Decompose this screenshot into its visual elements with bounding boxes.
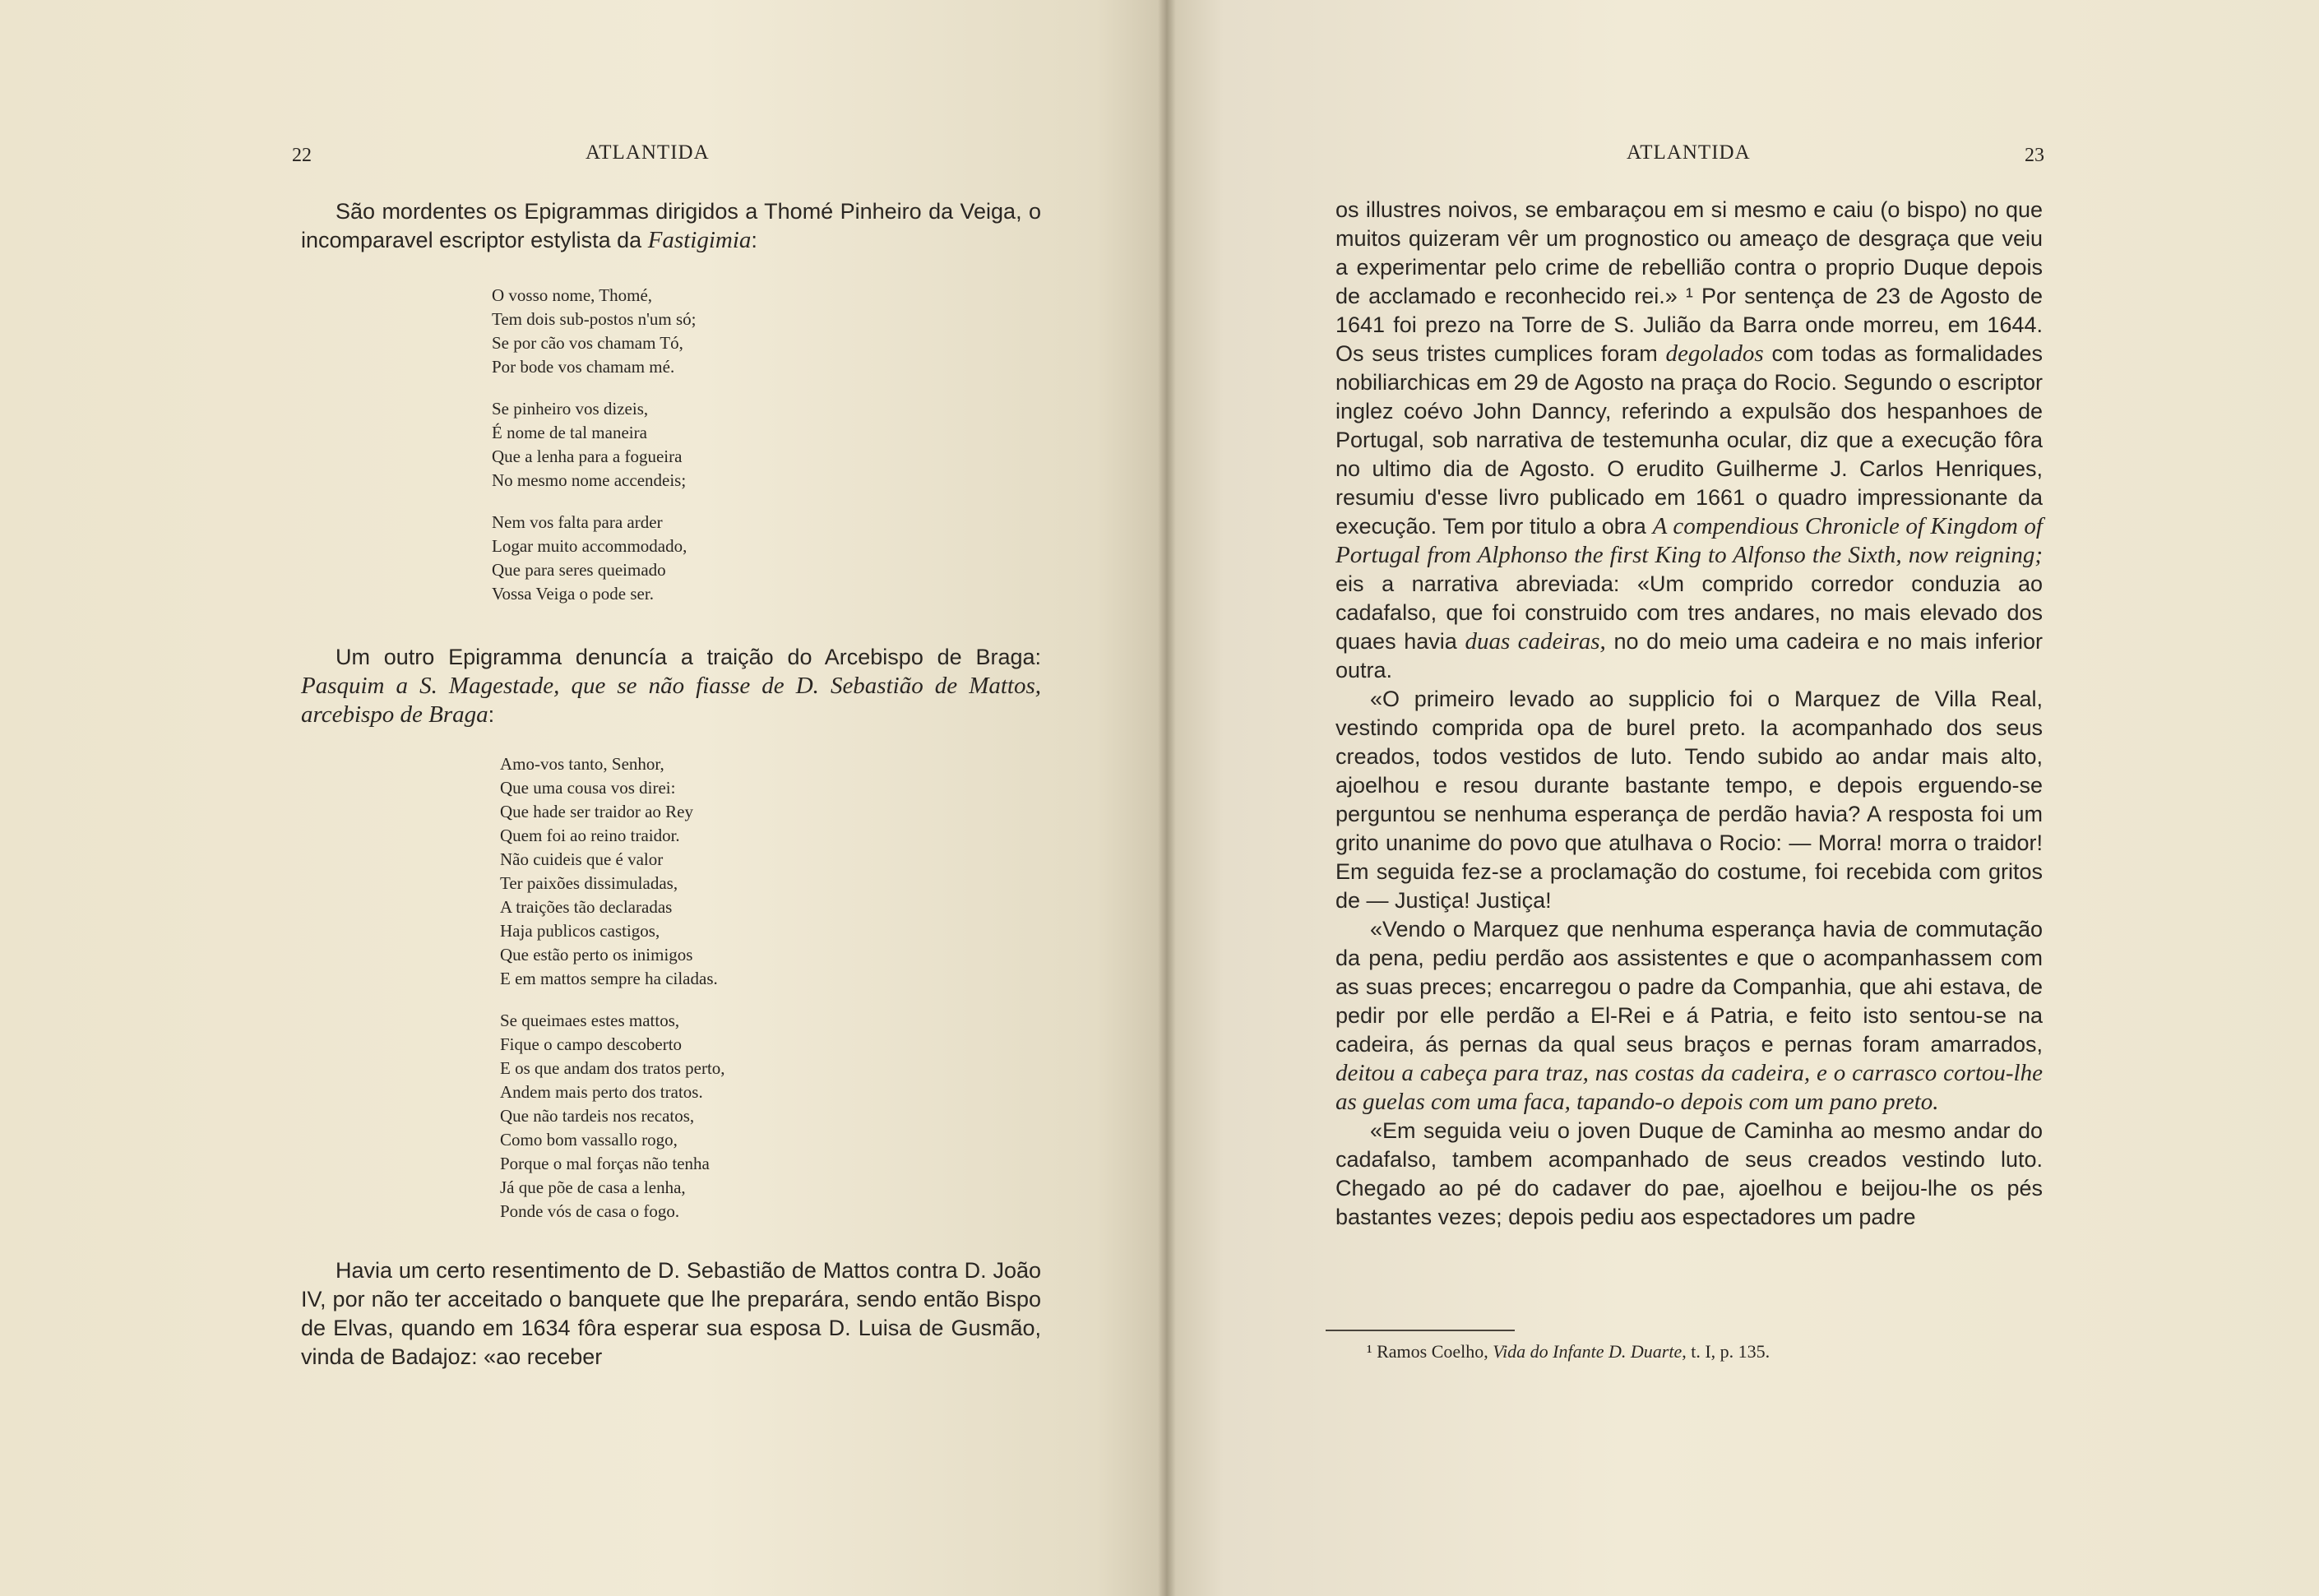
verse-line: Ponde vós de casa o fogo. [500, 1201, 680, 1221]
verse-line: Haja publicos castigos, [500, 921, 660, 941]
verse-line: É nome de tal maneira [492, 423, 647, 442]
verse-line: Que para seres queimado [492, 560, 666, 580]
verse-line: Que uma cousa vos direi: [500, 778, 676, 798]
running-head-left: ATLANTIDA [586, 141, 710, 164]
commutation-paragraph: «Vendo o Marquez que nenhuma esperança havia de commutação da pena, pediu perdão aos assistentes e que o acompanhassem com as suas preces; encarregou o padre da Companhia, que ahi estava, de pedir por elle perdão a El-Rei e á Patria, e feito isto sentou-se na cadeira, ás pernas da qual seus braços e pernas foram amarrados, deitou a cabeça para traz, nas costas da cadeira, e o carrasco cortou-lhe as guelas com uma faca, tapando-o depois com um pano preto. [1335, 917, 2043, 1115]
page-number-right: 23 [2025, 145, 2044, 166]
verse-line: A traições tão declaradas [500, 897, 673, 917]
marquez-paragraph: «O primeiro levado ao supplicio foi o Marquez de Villa Real, vestindo comprida opa de burel preto. Ia acompanhado dos seus creados, todos vestidos de luto. Tendo subido ao andar mais alto, ajoelhou e resou durante bastante tempo, e depois erguendo-se perguntou se nenhuma esperança de perdão havia? A resposta foi um grito unanime do povo que atulhava o Rocio: — Morra! morra o traidor! Em seguida fez-se a proclamação do costume, foi recebida com gritos de — Justiça! Justiça! [1335, 687, 2043, 913]
verse-line: Que a lenha para a fogueira [492, 446, 683, 466]
running-head-right: ATLANTIDA [1627, 141, 1751, 164]
epigram-thome [492, 284, 697, 624]
fastigimia-title: Fastigimia [647, 227, 752, 253]
stanza [500, 1009, 725, 1224]
verse-line: No mesmo nome accendeis; [492, 470, 687, 490]
pasquim-title: Pasquim a S. Magestade, que se não fiasse de D. Sebastião de Mattos, arcebispo de Braga [301, 673, 1041, 728]
verse-line: Se queimaes estes mattos, [500, 1011, 680, 1030]
footnote: ¹ Ramos Coelho, Vida do Infante D. Duarte, t. I, p. 135. [1367, 1341, 1770, 1362]
verse-line: E em mattos sempre ha ciladas. [500, 969, 718, 988]
verse-line: Por bode vos chamam mé. [492, 357, 675, 377]
epigram-arcebispo [500, 752, 725, 1242]
verse-line: Que estão perto os inimigos [500, 945, 693, 965]
verse-line: Se por cão vos chamam Tó, [492, 333, 683, 353]
verse-line: E os que andam dos tratos perto, [500, 1058, 725, 1078]
stanza [500, 752, 725, 991]
stanza [492, 284, 697, 379]
stanza [492, 397, 697, 493]
book-gutter [1158, 0, 1176, 1596]
verse-line: O vosso nome, Thomé, [492, 285, 653, 305]
duque-paragraph: «Em seguida veiu o joven Duque de Caminha ao mesmo andar do cadafalso, tambem acompanhado de seus creados vestindo luto. Chegado ao pé do cadaver do pae, ajoelhou e beijou-lhe os pés bastantes vezes; depois pediu aos espectadores um padre [1335, 1118, 2043, 1229]
chronicle-title: A compendious Chronicle of Kingdom of Portugal from Alphonso the first King to Alfonso the Sixth, now reigning; [1335, 513, 2043, 568]
verse-line: Ter paixões dissimuladas, [500, 873, 678, 893]
verse-line: Que não tardeis nos recatos, [500, 1106, 695, 1126]
verse-line: Já que põe de casa a lenha, [500, 1177, 686, 1197]
verse-line: Se pinheiro vos dizeis, [492, 399, 649, 419]
stanza [492, 511, 697, 606]
verse-line: Nem vos falta para arder [492, 512, 663, 532]
verse-line: Quem foi ao reino traidor. [500, 826, 680, 845]
verse-line: Tem dois sub-postos n'um só; [492, 309, 697, 329]
footnote-rule [1326, 1330, 1515, 1331]
verse-line: Como bom vassallo rogo, [500, 1130, 678, 1150]
intro-paragraph: São mordentes os Epigrammas dirigidos a Thomé Pinheiro da Veiga, o incomparavel escriptor estylista da Fastigimia: [301, 199, 1041, 253]
verse-line: Que hade ser traidor ao Rey [500, 802, 693, 821]
verse-line: Não cuideis que é valor [500, 849, 664, 869]
verse-line: Amo-vos tanto, Senhor, [500, 754, 664, 774]
verse-line: Andem mais perto dos tratos. [500, 1082, 703, 1102]
verse-line: Vossa Veiga o pode ser. [492, 584, 654, 604]
verse-line: Porque o mal forças não tenha [500, 1154, 710, 1173]
closing-paragraph: Havia um certo resentimento de D. Sebastião de Mattos contra D. João IV, por não ter acceitado o banquete que lhe preparára, sendo então Bispo de Elvas, quando em 1634 fôra esperar sua esposa D. Luisa de Gusmão, vinda de Badajoz: «ao receber [301, 1258, 1041, 1369]
right-text-body [1335, 196, 2043, 1232]
verse-line: Logar muito accommodado, [492, 536, 687, 556]
verse-line: Fique o campo descoberto [500, 1034, 683, 1054]
mid-paragraph: Um outro Epigramma denuncía a traição do Arcebispo de Braga: Pasquim a S. Magestade, que se não fiasse de D. Sebastião de Mattos, arcebispo de Braga: [301, 645, 1041, 728]
execution-paragraph: os illustres noivos, se embaraçou em si mesmo e caiu (o bispo) no que muitos quizeram vêr um prognostico ou ameaço de desgraça que veiu a experimentar pelo crime de rebellião contra o proprio Duque depois de acclamado e reconhecido rei.» ¹ Por sentença de 23 de Agosto de 1641 foi prezo na Torre de S. Julião da Barra onde morreu, em 1644. Os seus tristes cumplices foram degolados com todas as formalidades nobiliarchicas em 29 de Agosto na praça do Rocio. Segundo o escriptor inglez coévo John Danncy, referindo a expulsão dos hespanhoes de Portugal, sob narrativa de testemunha ocular, diz que a execução fôra no ultimo dia de Agosto. O erudito Guilherme J. Carlos Henriques, resumiu d'esse livro publicado em 1661 o quadro impressionante da execução. Tem por titulo a obra A compendious Chronicle of Kingdom of Portugal from Alphonso the first King to Alfonso the Sixth, now reigning; eis a narrativa abreviada: «Um comprido corredor conduzia ao cadafalso, que foi construido com tres andares, no mais elevado dos quaes havia duas cadeiras, no do meio uma cadeira e no mais inferior outra. [1335, 197, 2043, 682]
page-number-left: 22 [292, 145, 312, 166]
